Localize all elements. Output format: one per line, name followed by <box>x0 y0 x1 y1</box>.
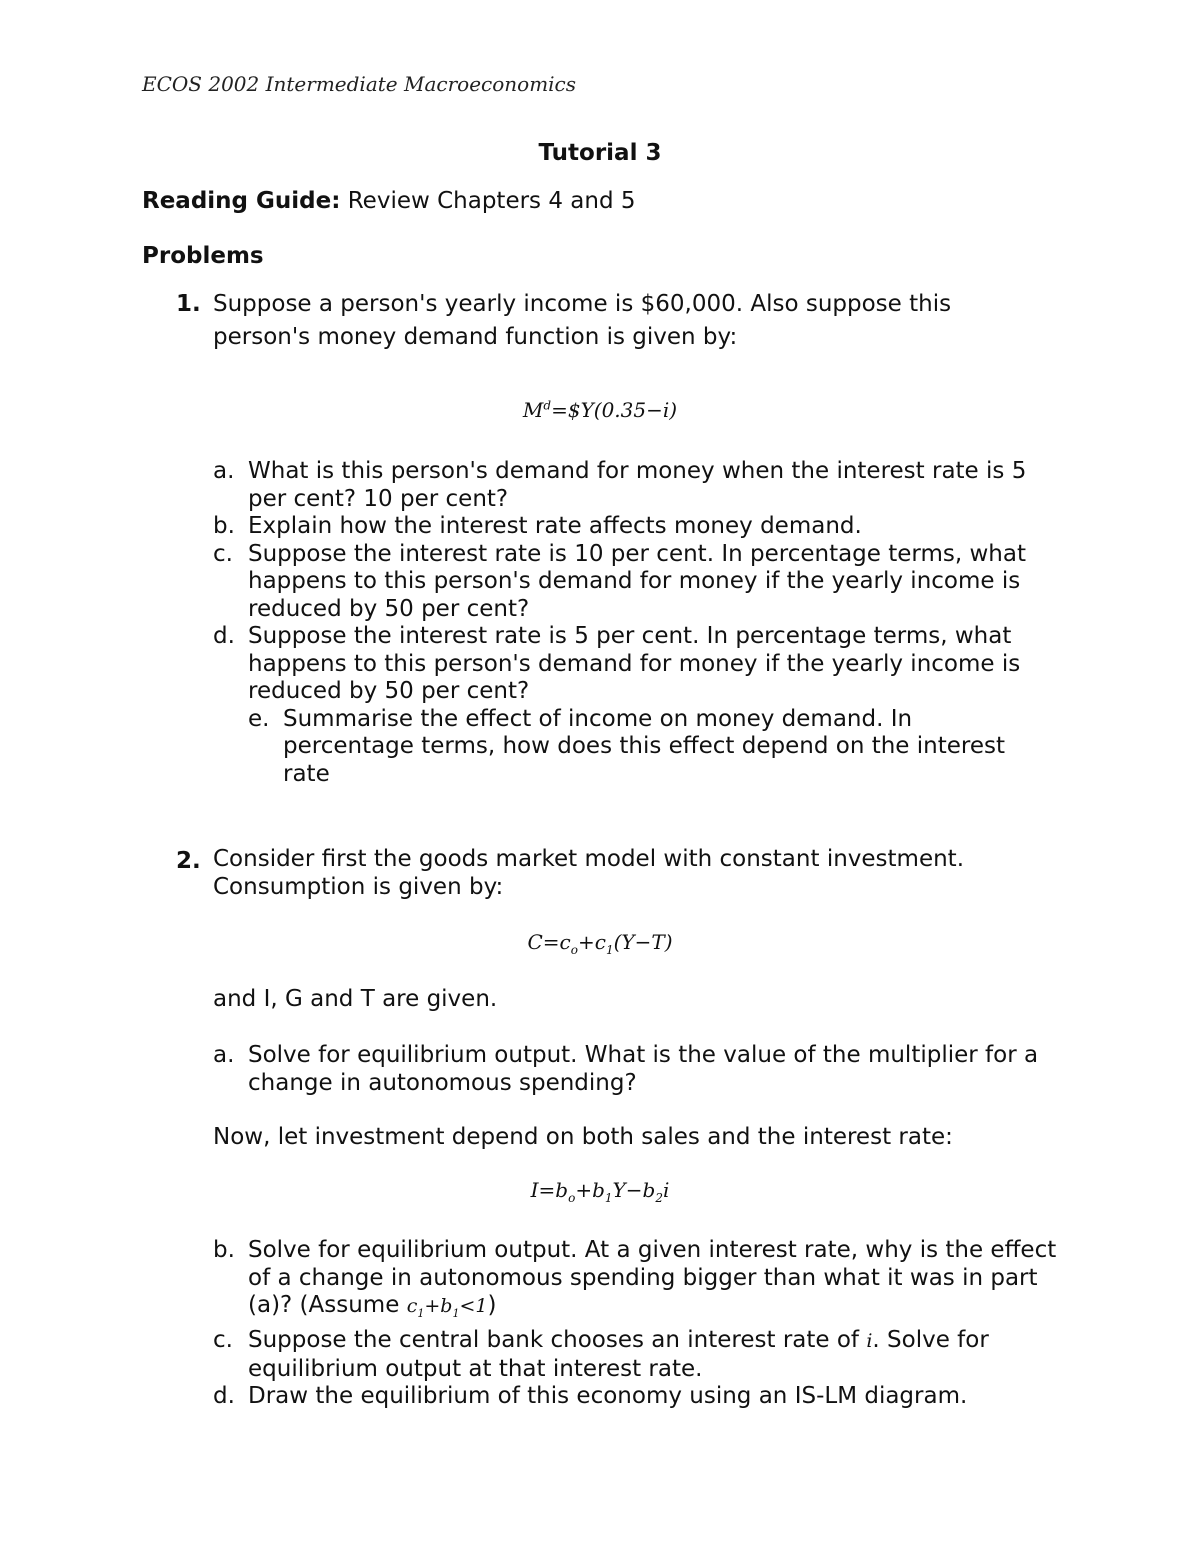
problem-2-item-a: a. Solve for equilibrium output. What is the value of the multiplier for a change in autonomous spending? <box>213 1042 1039 1096</box>
consumption-equation: $C=c_o+c_1(Y-T)$ <box>527 930 673 957</box>
running-header: ECOS 2002 Intermediate Macroeconomics <box>142 72 577 96</box>
problem-2-items <box>213 1237 1063 1411</box>
problem-1-item-c: c. Suppose the interest rate is 10 per cent. In percentage terms, what happens to this person's demand for money if the yearly income is reduced by 50 per cent? <box>213 540 1026 622</box>
problem-2-intro-line2: Consumption is given by: <box>213 874 504 900</box>
problem-1-item-e: e. Summarise the effect of income on money demand. In percentage terms, how does this effect depend on the interest rate <box>248 705 1006 787</box>
reading-guide-text: Review Chapters 4 and 5 <box>340 188 636 214</box>
now-text: Now, let investment depend on both sales and the interest rate: <box>213 1124 953 1150</box>
reading-guide <box>142 188 636 214</box>
problem-2-item-a-wrap <box>213 1042 1063 1097</box>
problem-2-item-b: b. Solve for equilibrium output. At a given interest rate, why is the effect of a change in autonomous spending bigger than what it was in part (a)? (Assume $c_1+b_1<1$) <box>213 1237 1057 1320</box>
page-title: Tutorial 3 <box>538 140 662 166</box>
problem-2-item-d: d. Draw the equilibrium of this economy using an IS-LM diagram. <box>213 1383 968 1410</box>
problem-2-item-c: c. Suppose the central bank chooses an interest rate of i. Solve for equilibrium output at that interest rate. <box>213 1327 989 1382</box>
problem-1-items <box>213 458 1063 788</box>
money-demand-equation: $M^d=\$Y(0.35-i)$ <box>522 398 678 422</box>
given-text: and I, G and T are given. <box>213 986 498 1012</box>
problem-1-item-b: b. Explain how the interest rate affects money demand. <box>213 513 862 539</box>
problem-1-intro-line1: Suppose a person's yearly income is $60,000. Also suppose this <box>213 291 952 317</box>
problem-1-number: 1. <box>176 291 201 317</box>
reading-guide-label: Reading Guide: <box>142 188 341 214</box>
problems-heading: Problems <box>142 243 264 269</box>
problem-1-item-d: d. Suppose the interest rate is 5 per cent. In percentage terms, what happens to this person's demand for money if the yearly income is reduced by 50 per cent? <box>213 623 1021 704</box>
investment-equation: $I=b_o+b_1Y-b_2i$ <box>530 1178 670 1205</box>
problem-2-number: 2. <box>176 848 201 874</box>
problem-2-intro-line1: Consider first the goods market model with constant investment. <box>213 846 965 872</box>
problem-1-item-a: a. What is this person's demand for money when the interest rate is 5 per cent? 10 per cent? <box>213 458 1027 512</box>
problem-1-intro-line2: person's money demand function is given by: <box>213 324 738 350</box>
